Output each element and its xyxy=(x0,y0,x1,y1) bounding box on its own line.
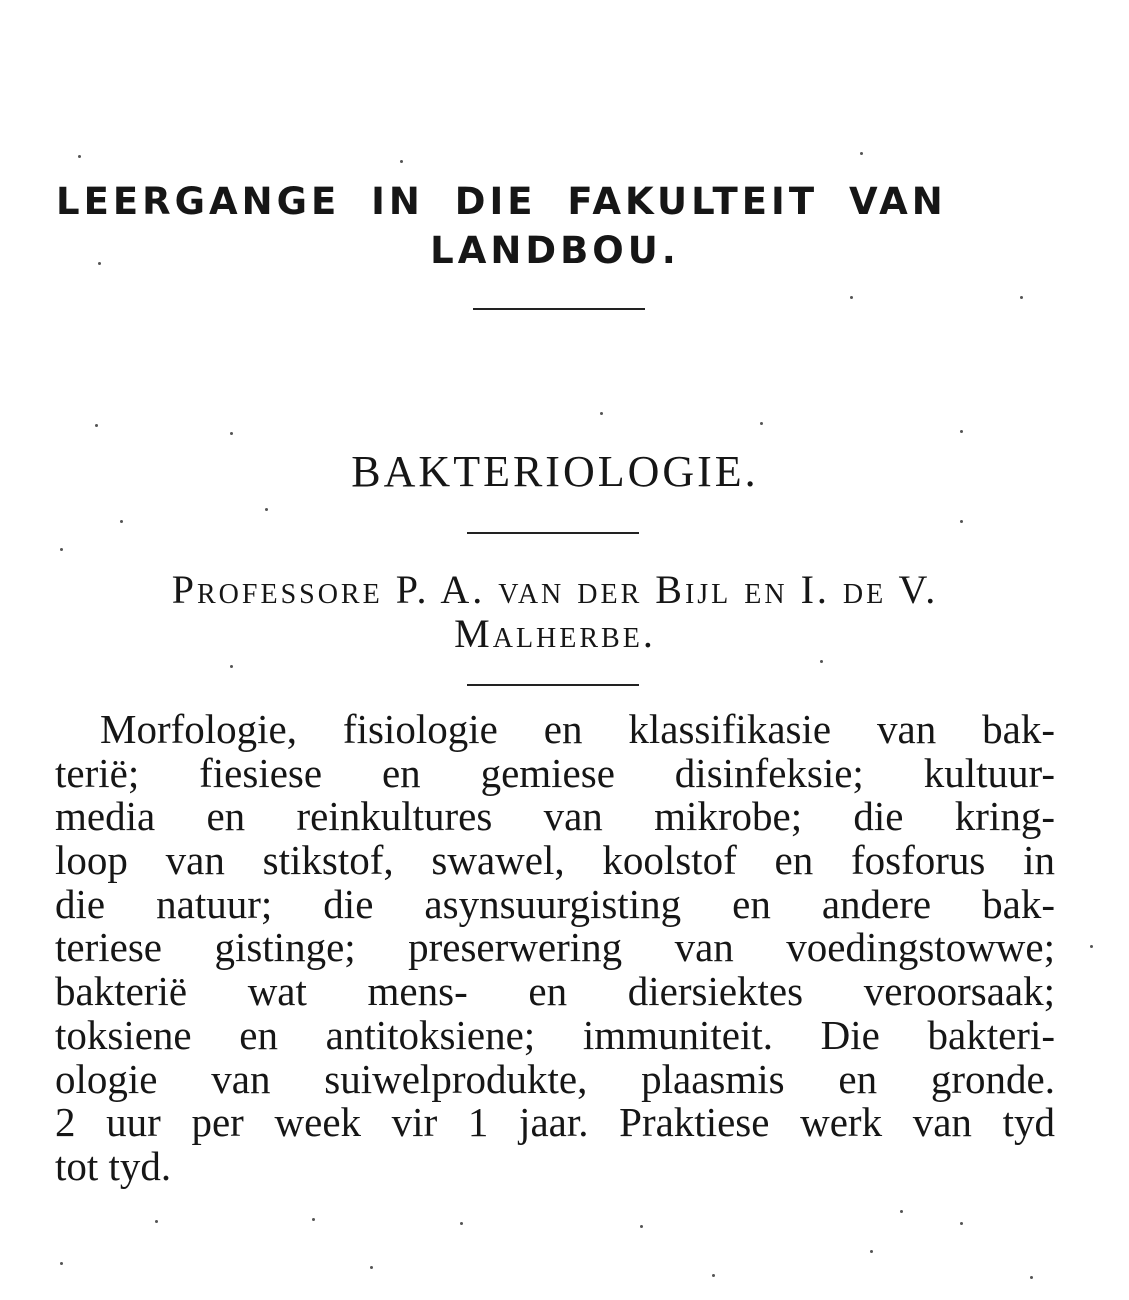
description-line: teriese gistinge; preserwering van voedingstowwe; xyxy=(55,924,1055,971)
heading-divider xyxy=(467,532,639,534)
faculty-title-line-2: LANDBOU. xyxy=(430,229,680,272)
description-line: Morfologie, fisiologie en klassifikasie van bak- xyxy=(100,706,1055,752)
professors-line-1: Professore P. A. van der Bijl en I. de V. xyxy=(171,567,939,612)
description-line: loop van stikstof, swawel, koolstof en fosforus in xyxy=(55,837,1055,884)
description-line: 2 uur per week vir 1 jaar. Praktiese werk van tyd xyxy=(55,1099,1055,1146)
description-line: terië; fiesiese en gemiese disinfeksie; kultuur- xyxy=(55,749,1055,796)
description-line: bakterië wat mens- en diersiektes veroorsaak; xyxy=(55,968,1055,1015)
section-heading: BAKTERIOLOGIE. xyxy=(351,447,759,496)
description-line: media en reinkultures van mikrobe; die kring- xyxy=(55,793,1055,840)
description-line: toksiene en antitoksiene; immuniteit. Die bakteri- xyxy=(55,1011,1055,1058)
description-line: die natuur; die asynsuurgisting en andere bak- xyxy=(55,880,1055,927)
faculty-title-line-1: LEERGANGE IN DIE FAKULTEIT VAN xyxy=(56,180,947,223)
course-description xyxy=(55,708,1055,1189)
title-divider xyxy=(473,308,645,310)
description-line: ologie van suiwelprodukte, plaasmis en gronde. xyxy=(55,1055,1055,1102)
description-line: tot tyd. xyxy=(55,1142,172,1189)
professors-divider xyxy=(467,684,639,686)
professors-line-2: Malherbe. xyxy=(454,611,656,656)
